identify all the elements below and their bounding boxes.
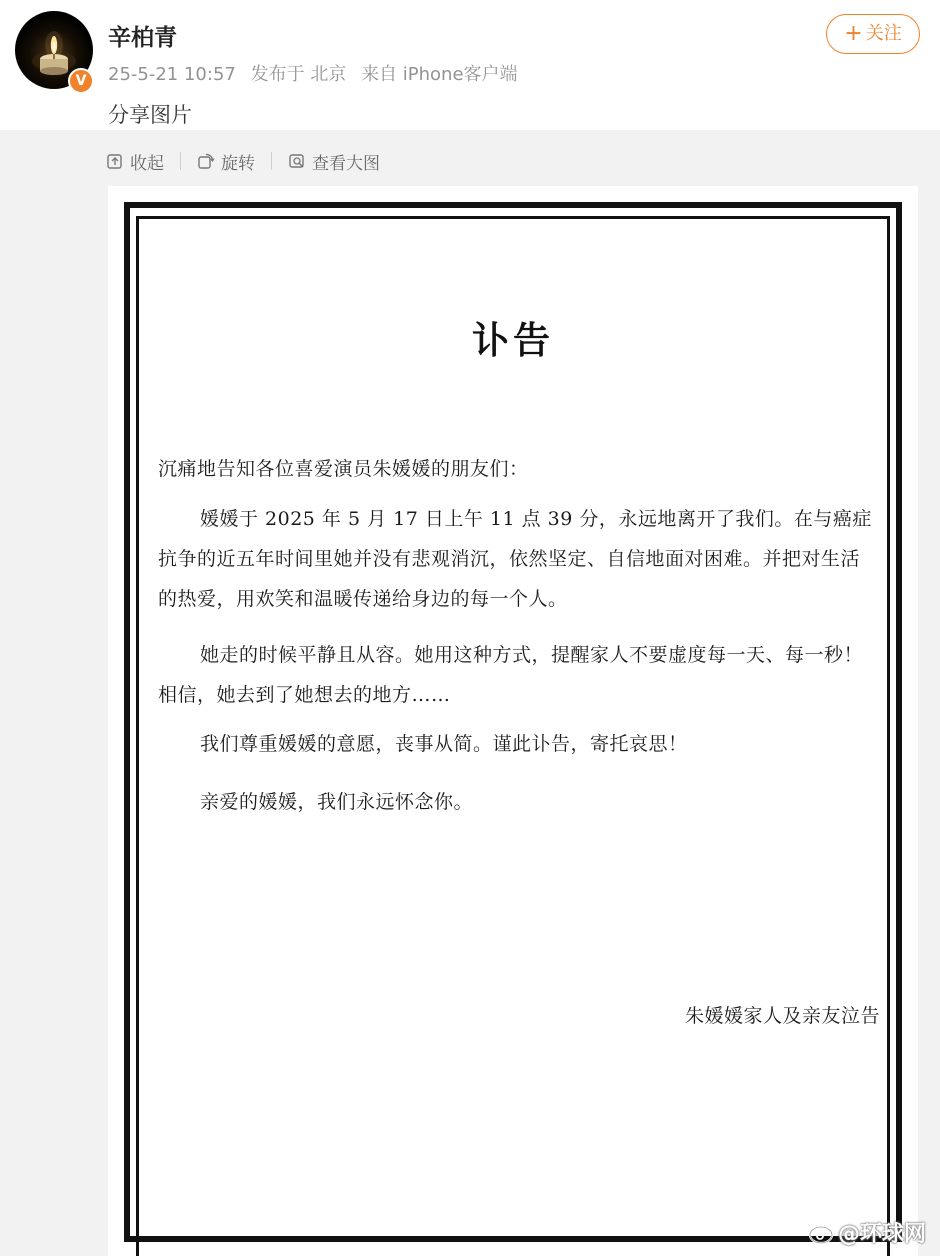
collapse-label: 收起 [130, 153, 164, 174]
rotate-icon [197, 152, 215, 170]
view-large-label: 查看大图 [312, 153, 380, 174]
notice-paragraph: 媛媛于 2025 年 5 月 17 日上午 11 点 39 分，永远地离开了我们。在与癌症抗争的近五年时间里她并没有悲观消沉，依然坚定、自信地面对困难。并把对生活的热爱，用欢笑和温暖传递给身边的每一个人。 [158, 508, 872, 610]
follow-button[interactable] [826, 14, 920, 54]
plus-icon: + [844, 21, 863, 46]
weibo-logo-icon [808, 1219, 838, 1245]
post-location: 发布于 北京 [250, 64, 347, 85]
verified-badge: V [68, 68, 94, 94]
notice-salutation: 沉痛地告知各位喜爱演员朱媛媛的朋友们： [158, 458, 529, 480]
notice-signature: 朱媛媛家人及亲友泣告 [684, 1005, 880, 1027]
watermark-text: @环球网 [838, 1221, 927, 1247]
post-source: 来自 iPhone客户端 [361, 64, 518, 85]
notice-paragraph: 亲爱的媛媛，我们永远怀念你。 [200, 791, 474, 813]
post-date-time[interactable]: 25-5-21 10:57 [108, 64, 236, 85]
rotate-button[interactable] [197, 149, 255, 174]
toolbar-divider [271, 152, 272, 170]
user-name[interactable]: 辛柏青 [108, 25, 177, 51]
collapse-button[interactable] [106, 149, 164, 174]
notice-title: 讣告 [472, 319, 554, 362]
rotate-label: 旋转 [221, 153, 255, 174]
collapse-icon [106, 152, 124, 170]
post-header [0, 0, 940, 130]
notice-paragraph: 她走的时候平静且从容。她用这种方式，提醒家人不要虚度每一天、每一秒！相信，她去到了她想去的地方…… [158, 644, 864, 706]
post-meta [108, 60, 527, 86]
media-toolbar [106, 144, 380, 178]
view-large-button[interactable] [288, 149, 380, 174]
notice-paragraph: 我们尊重媛媛的意愿，丧事从简。谨此讣告，寄托哀思！ [200, 733, 688, 755]
media-panel [0, 130, 940, 1256]
obituary-image[interactable] [108, 186, 918, 1256]
toolbar-divider [180, 152, 181, 170]
view-large-icon [288, 152, 306, 170]
follow-label: 关注 [865, 23, 902, 44]
post-text: 分享图片 [108, 103, 192, 127]
watermark [808, 1212, 926, 1252]
